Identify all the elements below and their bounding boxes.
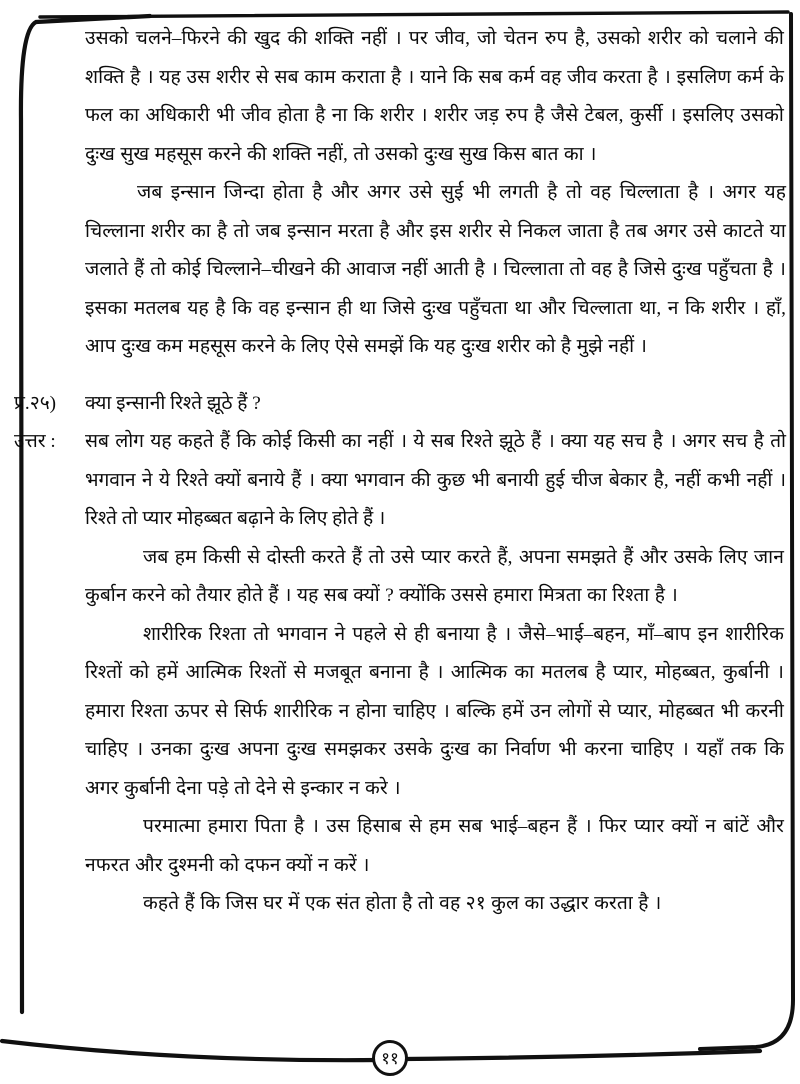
answer-row <box>14 423 786 539</box>
page-number-badge: ११ <box>372 1040 408 1076</box>
paragraph-text: परमात्मा हमारा पिता है । उस हिसाब से हम सब भाई–बहन हैं । फिर प्यार क्यों न बांटें और नफरत और दुश्मनी को दफन क्यों न करें । <box>85 816 784 876</box>
paragraph-text: उसको चलने–फिरने की खुद की शक्ति नहीं । पर जीव, जो चेतन रुप है, उसको शरीर को चलाने की शक्ति है । यह उस शरीर से सब काम कराता है । याने कि सब कर्म वह जीव करता है । इसलिण कर्म के फल का अधिकारी भी जीव होता है ना कि शरीर । शरीर जड़ रुप है जैसे टेबल, कुर्सी । इसलिए उसको दुःख सुख महसूस करने की शक्ति नहीं, तो उसको दुःख सुख किस बात का । <box>85 28 784 165</box>
paragraph-text: जब इन्सान जिन्दा होता है और अगर उसे सुई भी लगती है तो वह चिल्लाता है । अगर यह चिल्लाना शरीर का है तो जब इन्सान मरता है और इस शरीर से निकल जाता है तब अगर उसे काटते या जलाते हैं तो कोई चिल्लाने–चीखने की आवाज नहीं आती है । चिल्लाता तो वह है जिसे दुःख पहुँचता है । इसका मतलब यह है कि वह इन्सान ही था जिसे दुःख पहुँचता था और चिल्लाता था, न कि शरीर । हाँ, आप दुःख कम महसूस करने के लिए ऐसे समझें कि यह दुःख शरीर को है मुझे नहीं । <box>85 182 786 357</box>
question-text: क्या इन्सानी रिश्ते झूठे हैं ? <box>85 392 261 414</box>
qa-block <box>14 385 786 924</box>
answer-label: उत्तर : <box>14 431 56 452</box>
paragraph-text: कहते हैं कि जिस घर में एक संत होता है तो वह २१ कुल का उद्धार करता है । <box>143 893 662 914</box>
continued-paragraph <box>14 20 786 174</box>
paragraph-text: शारीरिक रिश्ता तो भगवान ने पहले से ही बनाया है । जैसे–भाई–बहन, माँ–बाप इन शारीरिक रिश्तों को हमें आत्मिक रिश्तों से मजबूत बनाना है । आत्मिक का मतलब है प्यार, मोहब्बत, कुर्बानी । हमारा रिश्ता ऊपर से सिर्फ शारीरिक न होना चाहिए । बल्कि हमें उन लोगों से प्यार, मोहब्बत भी करनी चाहिए । उनका दुःख अपना दुःख समझकर उसके दुःख का निर्वाण भी करना चाहिए । यहाँ तक कि अगर कुर्बानी देना पड़े तो देने से इन्कार न करे । <box>85 623 784 799</box>
pre-question-paragraphs <box>14 174 786 367</box>
question-label: प्र.२५) <box>14 392 57 414</box>
text-column <box>14 20 786 1020</box>
question-row <box>14 385 786 424</box>
paragraph-text: जब हम किसी से दोस्ती करते हैं तो उसे प्यार करते हैं, अपना समझते हैं और उसके लिए जान कुर्बान करने को तैयार होते हैं । यह सब क्यों ? क्योंकि उससे हमारा मित्रता का रिश्ता है । <box>85 546 784 606</box>
answer-text: सब लोग यह कहते हैं कि कोई किसी का नहीं । ये सब रिश्ते झूठे हैं । क्या यह सच है । अगर सच है तो भगवान ने ये रिश्ते क्यों बनाये हैं । क्या भगवान की कुछ भी बनायी हुई चीज बेकार है, नहीं कभी नहीं । रिश्ते तो प्यार मोहब्बत बढ़ाने के लिए होते हैं । <box>85 431 786 529</box>
answer-continuation-paragraphs <box>14 539 786 924</box>
